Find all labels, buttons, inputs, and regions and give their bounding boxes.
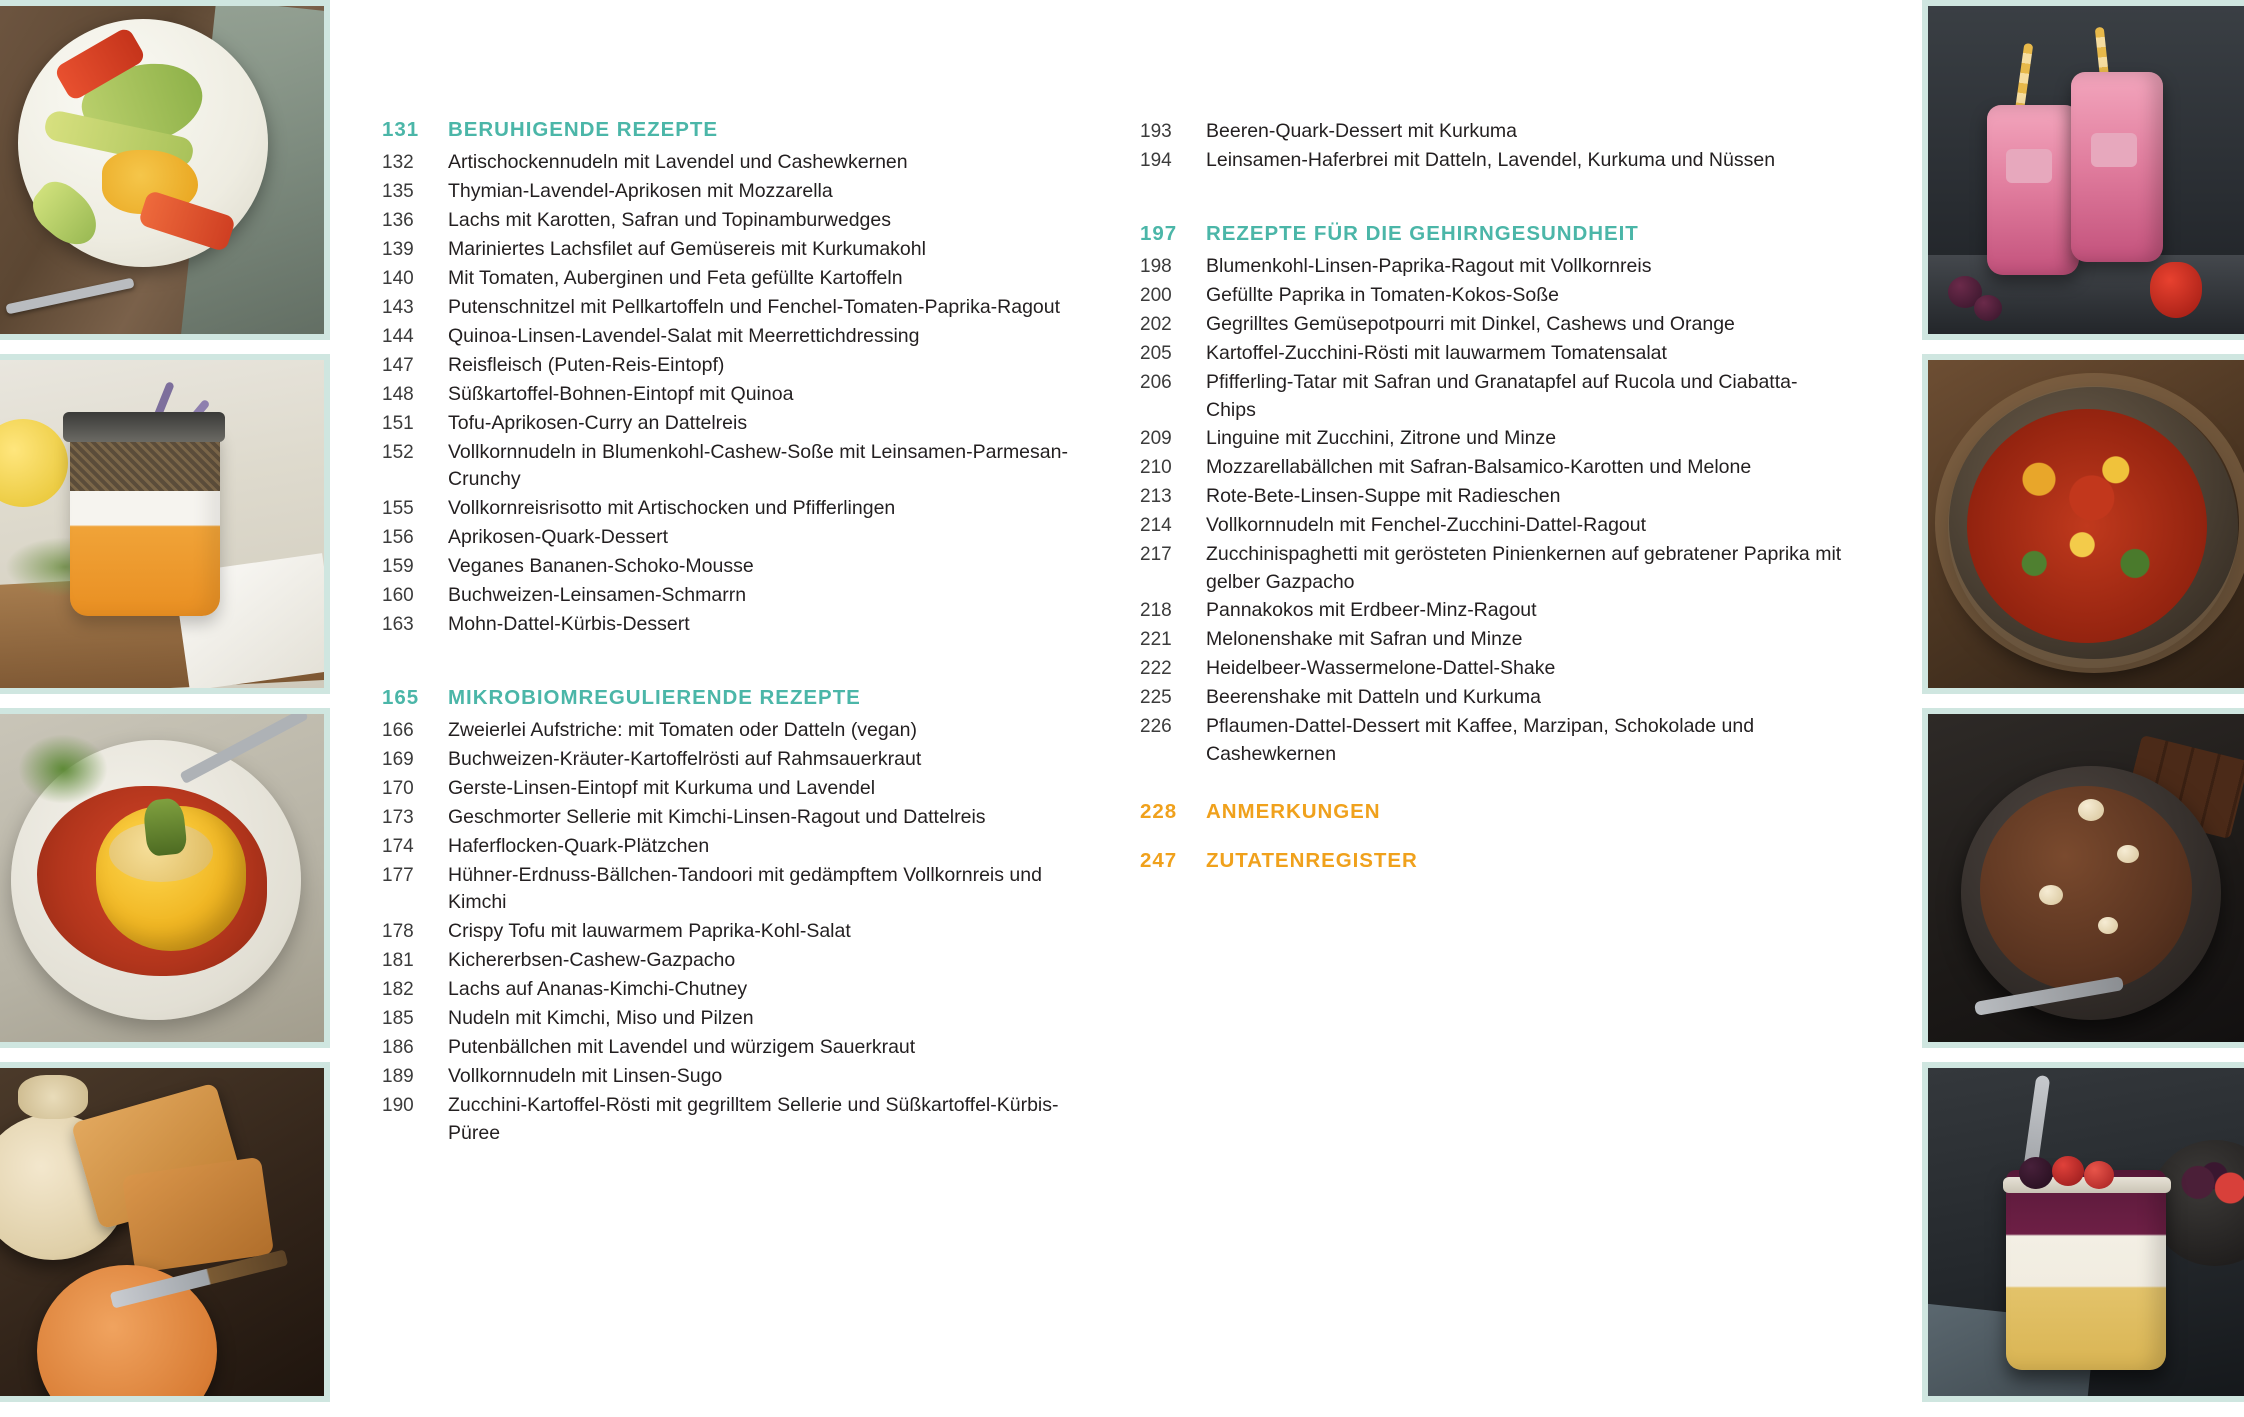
entry-page: 143 [382,296,414,318]
entry-title: Gerste-Linsen-Eintopf mit Kurkuma und Lavendel [448,776,876,799]
entry-title: Gefüllte Paprika in Tomaten-Kokos-Soße [1206,283,1559,306]
entry-page: 222 [1140,658,1172,680]
toc-entry[interactable] [382,746,1102,774]
toc-entry[interactable] [382,1005,1102,1033]
entry-page: 151 [382,412,414,434]
section-header-anmerkungen[interactable] [1140,800,1860,824]
entry-title: Süßkartoffel-Bohnen-Eintopf mit Quinoa [448,382,794,405]
entry-page: 210 [1140,457,1172,479]
entry-title: Vollkornnudeln mit Fenchel-Zucchini-Dattel-Ragout [1206,514,1647,537]
entry-title: Melonenshake mit Safran und Minze [1206,628,1523,651]
entry-title: Vollkornnudeln mit Linsen-Sugo [448,1064,723,1087]
entry-page: 190 [382,1094,414,1116]
section-header-mikrobiom [382,686,1102,710]
section-page-number: 247 [1140,848,1178,872]
toc-entry[interactable] [1140,147,1860,175]
entry-page: 209 [1140,428,1172,450]
toc-entry[interactable] [382,1092,1102,1147]
entry-title: Thymian-Lavendel-Aprikosen mit Mozzarella [448,179,833,202]
section-header-zutatenregister[interactable] [1140,849,1860,873]
entry-page: 147 [382,354,414,376]
salad-plate-photo [0,0,330,340]
toc-entry[interactable] [382,410,1102,438]
entry-title: Pfifferling-Tatar mit Safran und Granatapfel auf Rucola und Ciabatta-Chips [1206,370,1798,421]
entry-page: 163 [382,613,414,635]
entry-page: 178 [382,921,414,943]
left-photo-column [0,0,352,1417]
toc-entry[interactable] [382,553,1102,581]
entry-page: 213 [1140,486,1172,508]
berry-parfait-photo [1922,1062,2244,1402]
section-spacer [1140,770,1860,800]
entry-title: Buchweizen-Leinsamen-Schmarrn [448,583,747,606]
toc-content [352,0,1900,1417]
entry-page: 152 [382,441,414,463]
entry-title: Zweierlei Aufstriche: mit Tomaten oder Datteln (vegan) [448,718,917,741]
entry-title: Gegrilltes Gemüsepotpourri mit Dinkel, Cashews und Orange [1206,312,1735,335]
toc-entry[interactable] [382,918,1102,946]
entry-title: Artischockennudeln mit Lavendel und Cashewkernen [448,151,908,173]
section-page-number: 228 [1140,799,1178,823]
entry-title: Mariniertes Lachsfilet auf Gemüsereis mit Kurkumakohl [448,237,926,260]
toc-entry[interactable] [1140,425,1860,453]
toc-entry[interactable] [382,439,1102,494]
section-title: REZEPTE FÜR DIE GEHIRNGESUNDHEIT [1206,221,1639,245]
entry-title: Kartoffel-Zucchini-Rösti mit lauwarmem Tomatensalat [1206,341,1667,364]
entry-title: Nudeln mit Kimchi, Miso und Pilzen [448,1007,754,1030]
toc-entry[interactable] [382,775,1102,803]
toc-entry[interactable] [1140,541,1860,596]
entry-page: 226 [1140,716,1172,738]
toc-entry[interactable] [382,947,1102,975]
entry-title: Hühner-Erdnuss-Bällchen-Tandoori mit gedämpftem Vollkornreis und Kimchi [448,863,1042,914]
entry-title: Geschmorter Sellerie mit Kimchi-Linsen-Ragout und Dattelreis [448,805,986,828]
toc-entry[interactable] [382,833,1102,861]
entry-title: Beerenshake mit Datteln und Kurkuma [1206,686,1541,709]
entry-page: 186 [382,1037,414,1058]
entry-title: Reisfleisch (Puten-Reis-Eintopf) [448,353,725,376]
toc-entry[interactable] [382,1063,1102,1091]
toc-entry[interactable] [382,236,1102,264]
toc-entry[interactable] [382,323,1102,351]
toc-entry[interactable] [1140,626,1860,654]
toc-entry[interactable] [1140,311,1860,339]
toc-entry[interactable] [382,381,1102,409]
section-title: MIKROBIOMREGULIERENDE REZEPTE [448,685,861,709]
toc-right-column [1140,118,1860,1417]
entry-title: Haferflocken-Quark-Plätzchen [448,834,710,857]
entry-title: Linguine mit Zucchini, Zitrone und Minze [1206,427,1557,450]
entry-title: Leinsamen-Haferbrei mit Datteln, Lavendel, Kurkuma und Nüssen [1206,148,1776,171]
toc-entry[interactable] [382,862,1102,917]
entry-title: Mohn-Dattel-Kürbis-Dessert [448,612,690,635]
toc-entry[interactable] [1140,340,1860,368]
entry-page: 189 [382,1065,414,1087]
entry-title: Crispy Tofu mit lauwarmem Paprika-Kohl-Salat [448,920,851,943]
section-spacer [1140,176,1860,222]
entry-page: 159 [382,556,414,577]
entry-title: Pannakokos mit Erdbeer-Minz-Ragout [1206,599,1537,622]
entry-title: Putenschnitzel mit Pellkartoffeln und Fenchel-Tomaten-Paprika-Ragout [448,295,1061,318]
parfait-jar-photo [0,354,330,694]
toc-entry[interactable] [382,207,1102,235]
right-photo-column [1900,0,2244,1417]
toc-entry[interactable] [1140,684,1860,712]
chili-pan-photo [1922,354,2244,694]
entry-title: Aprikosen-Quark-Dessert [448,526,668,549]
toc-entry[interactable] [1140,512,1860,540]
entry-page: 193 [1140,121,1172,142]
section-title: ZUTATENREGISTER [1206,848,1418,872]
entry-title: Heidelbeer-Wassermelone-Dattel-Shake [1206,657,1556,680]
entry-title: Putenbällchen mit Lavendel und würzigem Sauerkraut [448,1036,916,1058]
entry-page: 148 [382,383,414,405]
entry-title: Zucchini-Kartoffel-Rösti mit gegrilltem Sellerie und Süßkartoffel-Kürbis-Püree [448,1093,1059,1144]
entry-page: 156 [382,527,414,549]
entry-page: 181 [382,950,414,972]
entry-page: 135 [382,180,414,202]
entry-page: 218 [1140,600,1172,622]
section-page-number: 197 [1140,221,1178,245]
entry-page: 200 [1140,284,1172,306]
toc-entry[interactable] [382,265,1102,293]
toc-entry[interactable] [382,804,1102,832]
section-title: ANMERKUNGEN [1206,799,1381,823]
toc-entry[interactable] [382,1034,1102,1062]
section-title: BERUHIGENDE REZEPTE [448,118,718,141]
toc-entry[interactable] [1140,483,1860,511]
toc-entry[interactable] [382,611,1102,639]
entry-page: 202 [1140,313,1172,335]
entry-page: 185 [382,1008,414,1030]
entry-title: Beeren-Quark-Dessert mit Kurkuma [1206,120,1518,142]
entry-page: 217 [1140,544,1172,566]
toc-entry[interactable] [382,352,1102,380]
section-spacer [382,640,1102,686]
entry-page: 155 [382,498,414,520]
toc-entry[interactable] [1140,454,1860,482]
entry-page: 174 [382,835,414,857]
entry-page: 144 [382,325,414,347]
toc-entry[interactable] [382,495,1102,523]
entry-page: 194 [1140,149,1172,171]
toc-entry[interactable] [1140,118,1860,146]
entry-page: 170 [382,777,414,799]
entry-page: 140 [382,267,414,289]
stuffed-pepper-photo [0,708,330,1048]
entry-page: 166 [382,719,414,741]
entry-title: Lachs auf Ananas-Kimchi-Chutney [448,978,748,1001]
entry-title: Vollkornreisrisotto mit Artischocken und Pfifferlingen [448,497,896,520]
toc-entry[interactable] [382,582,1102,610]
entry-page: 182 [382,979,414,1001]
toc-entry[interactable] [1140,253,1860,281]
entry-title: Mit Tomaten, Auberginen und Feta gefüllte Kartoffeln [448,266,903,289]
entry-title: Kichererbsen-Cashew-Gazpacho [448,949,736,972]
toc-entry[interactable] [1140,655,1860,683]
entry-page: 173 [382,806,414,828]
entry-page: 221 [1140,629,1172,651]
section-header-beruhigende [382,118,1102,142]
toc-entry[interactable] [382,149,1102,177]
toc-entry[interactable] [1140,713,1860,768]
toc-entry[interactable] [1140,369,1860,424]
entry-title: Buchweizen-Kräuter-Kartoffelrösti auf Rahmsauerkraut [448,747,922,770]
entry-title: Vollkornnudeln in Blumenkohl-Cashew-Soße mit Leinsamen-Parmesan-Crunchy [448,440,1068,491]
entry-page: 132 [382,152,414,173]
toc-entry[interactable] [1140,597,1860,625]
entry-page: 139 [382,238,414,260]
entry-title: Blumenkohl-Linsen-Paprika-Ragout mit Vollkornreis [1206,254,1652,277]
toc-entry[interactable] [382,178,1102,206]
entry-page: 206 [1140,371,1172,393]
entry-title: Pflaumen-Dattel-Dessert mit Kaffee, Marzipan, Schokolade und Cashewkernen [1206,715,1755,765]
toc-entry[interactable] [1140,282,1860,310]
toc-entry[interactable] [382,524,1102,552]
entry-page: 225 [1140,687,1172,709]
toc-entry[interactable] [382,976,1102,1004]
entry-page: 214 [1140,515,1172,537]
entry-title: Lachs mit Karotten, Safran und Topinamburwedges [448,208,891,231]
section-spacer [1140,831,1860,849]
entry-title: Mozzarellabällchen mit Safran-Balsamico-Karotten und Melone [1206,456,1752,479]
toc-entry[interactable] [382,717,1102,745]
entry-title: Tofu-Aprikosen-Curry an Dattelreis [448,411,748,434]
toc-left-column [382,118,1102,1417]
entry-page: 205 [1140,342,1172,364]
section-header-gehirngesundheit [1140,222,1860,246]
chocolate-mousse-photo [1922,708,2244,1048]
entry-page: 136 [382,209,414,231]
entry-title: Quinoa-Linsen-Lavendel-Salat mit Meerrettichdressing [448,324,920,347]
section-page-number: 165 [382,685,420,709]
smoothie-bottles-photo [1922,0,2244,340]
section-page-number: 131 [382,118,420,141]
entry-page: 177 [382,864,414,886]
entry-page: 160 [382,584,414,606]
entry-title: Zucchinispaghetti mit gerösteten Pinienkernen auf gebratener Paprika mit gelber Gazpacho [1206,543,1842,593]
entry-title: Rote-Bete-Linsen-Suppe mit Radieschen [1206,485,1561,508]
dips-bread-photo [0,1062,330,1402]
toc-entry[interactable] [382,294,1102,322]
entry-page: 198 [1140,255,1172,277]
entry-page: 169 [382,748,414,770]
entry-title: Veganes Bananen-Schoko-Mousse [448,555,754,577]
